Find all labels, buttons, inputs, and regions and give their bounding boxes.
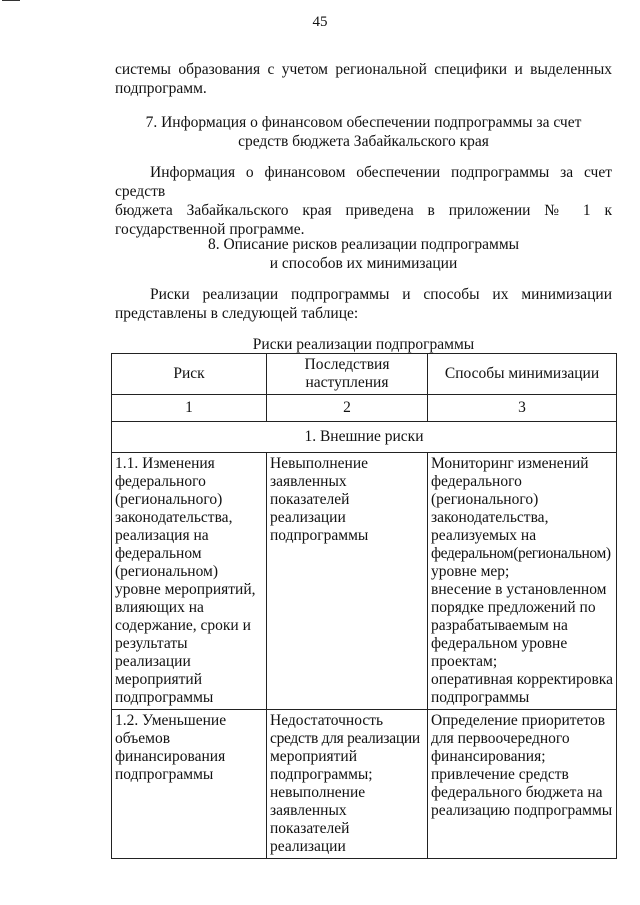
text-line: Информация о финансовом обеспечении подпрограммы за счет средств xyxy=(115,164,612,200)
column-number: 2 xyxy=(267,395,428,422)
risk-cell xyxy=(112,453,267,710)
text-line: бюджета Забайкальского края приведена в приложении № 1 к xyxy=(115,202,612,219)
cell-line: невыполнение xyxy=(270,784,366,801)
cell-line: порядке предложений по xyxy=(431,599,596,616)
cell-line: реализация на xyxy=(115,527,209,544)
text-line: государственной программе. xyxy=(115,221,305,238)
table-header-row xyxy=(112,354,617,395)
cell-line: мероприятий xyxy=(270,748,358,765)
cell-line: 1.1. Изменения xyxy=(115,455,215,472)
cell-line: Невыполнение xyxy=(270,455,369,472)
header-line: наступления xyxy=(305,374,389,391)
table-row xyxy=(112,453,617,710)
table-row xyxy=(112,710,617,859)
column-number: 1 xyxy=(112,395,267,422)
cell-line: федерального xyxy=(431,473,522,490)
cell-line: оперативная корректировка xyxy=(431,671,613,688)
table-caption: Риски реализации подпрограммы xyxy=(252,336,475,353)
cell-line: средств для реализации xyxy=(270,730,420,747)
cell-line: реализацию подпрограммы xyxy=(431,802,613,819)
cell-line: реализации xyxy=(115,653,191,670)
column-number: 3 xyxy=(428,395,617,422)
header-risk: Риск xyxy=(112,354,267,395)
cell-line: федерального xyxy=(115,473,206,490)
header-line: Последствия xyxy=(304,356,390,373)
section-8-title xyxy=(115,235,612,273)
cell-line: привлечение средств xyxy=(431,766,569,783)
heading-line: 8. Описание рисков реализации подпрограммы xyxy=(207,236,520,253)
cell-line: (регионального) xyxy=(115,491,223,508)
cell-line: (региональном) xyxy=(115,563,219,580)
cell-line: внесение в установленном xyxy=(431,581,607,598)
cell-line: уровне мер; xyxy=(431,563,510,580)
cell-line: проектам; xyxy=(431,653,498,670)
cell-line: финансирования; xyxy=(431,748,546,765)
header-consequences xyxy=(267,354,428,395)
cell-line: результаты xyxy=(115,635,188,652)
risk-cell xyxy=(112,710,267,859)
cell-line: объемов xyxy=(115,730,171,747)
section-8-body xyxy=(115,285,612,323)
cell-line: федеральном уровне xyxy=(431,635,568,652)
cell-line: мероприятий xyxy=(115,671,203,688)
cell-line: федеральном(региональном) xyxy=(431,545,611,562)
cell-line: подпрограммы; xyxy=(270,766,373,783)
cell-line: (регионального) xyxy=(431,491,539,508)
cell-line: Недостаточность xyxy=(270,712,384,729)
consequence-cell xyxy=(267,453,428,710)
cell-line: подпрограммы xyxy=(431,689,530,706)
text-line: Риски реализации подпрограммы и способы их минимизации xyxy=(150,286,612,303)
section-7-body xyxy=(115,163,612,239)
text-line: системы образования с учетом региональной специфики и выделенных xyxy=(115,61,612,78)
cell-line: реализации xyxy=(270,838,346,855)
cell-line: для первоочередного xyxy=(431,730,570,747)
cell-line: реализации xyxy=(270,509,346,526)
cell-line: заявленных xyxy=(270,802,347,819)
cell-line: законодательства, xyxy=(431,509,549,526)
section-title-external-risks: 1. Внешние риски xyxy=(112,422,617,453)
heading-line: средств бюджета Забайкальского края xyxy=(238,133,489,150)
cell-line: подпрограммы xyxy=(115,766,214,783)
method-cell xyxy=(428,453,617,710)
cell-line: содержание, сроки и xyxy=(115,617,251,634)
risks-table xyxy=(111,353,617,859)
page-number: 45 xyxy=(312,14,328,30)
cell-line: показателей xyxy=(270,491,350,508)
heading-line: и способов их минимизации xyxy=(269,255,458,272)
section-row xyxy=(112,422,617,453)
cell-line: подпрограммы xyxy=(270,527,369,544)
header-methods: Способы минимизации xyxy=(428,354,617,395)
section-7-title xyxy=(115,113,612,151)
cell-line: финансирования xyxy=(115,748,226,765)
column-number-row xyxy=(112,395,617,422)
cell-line: федеральном xyxy=(115,545,202,562)
cell-line: подпрограммы xyxy=(115,689,214,706)
cell-line: 1.2. Уменьшение xyxy=(115,712,227,729)
cell-line: федерального бюджета на xyxy=(431,784,603,801)
cell-line: реализуемых на xyxy=(431,527,537,544)
text-line: представлены в следующей таблице: xyxy=(115,305,359,322)
consequence-cell xyxy=(267,710,428,859)
method-cell xyxy=(428,710,617,859)
cell-line: Определение приоритетов xyxy=(431,712,606,729)
cell-line: Мониторинг изменений xyxy=(431,455,589,472)
intro-paragraph xyxy=(115,60,612,98)
text-line: подпрограмм. xyxy=(115,80,207,97)
cell-line: влияющих на xyxy=(115,599,204,616)
cell-line: показателей xyxy=(270,820,350,837)
cell-line: разрабатываемым на xyxy=(431,617,568,634)
scan-edge-mark xyxy=(2,0,20,1)
cell-line: законодательства, xyxy=(115,509,233,526)
cell-line: уровне мероприятий, xyxy=(115,581,256,598)
heading-line: 7. Информация о финансовом обеспечении подпрограммы за счет xyxy=(145,114,582,131)
cell-line: заявленных xyxy=(270,473,347,490)
